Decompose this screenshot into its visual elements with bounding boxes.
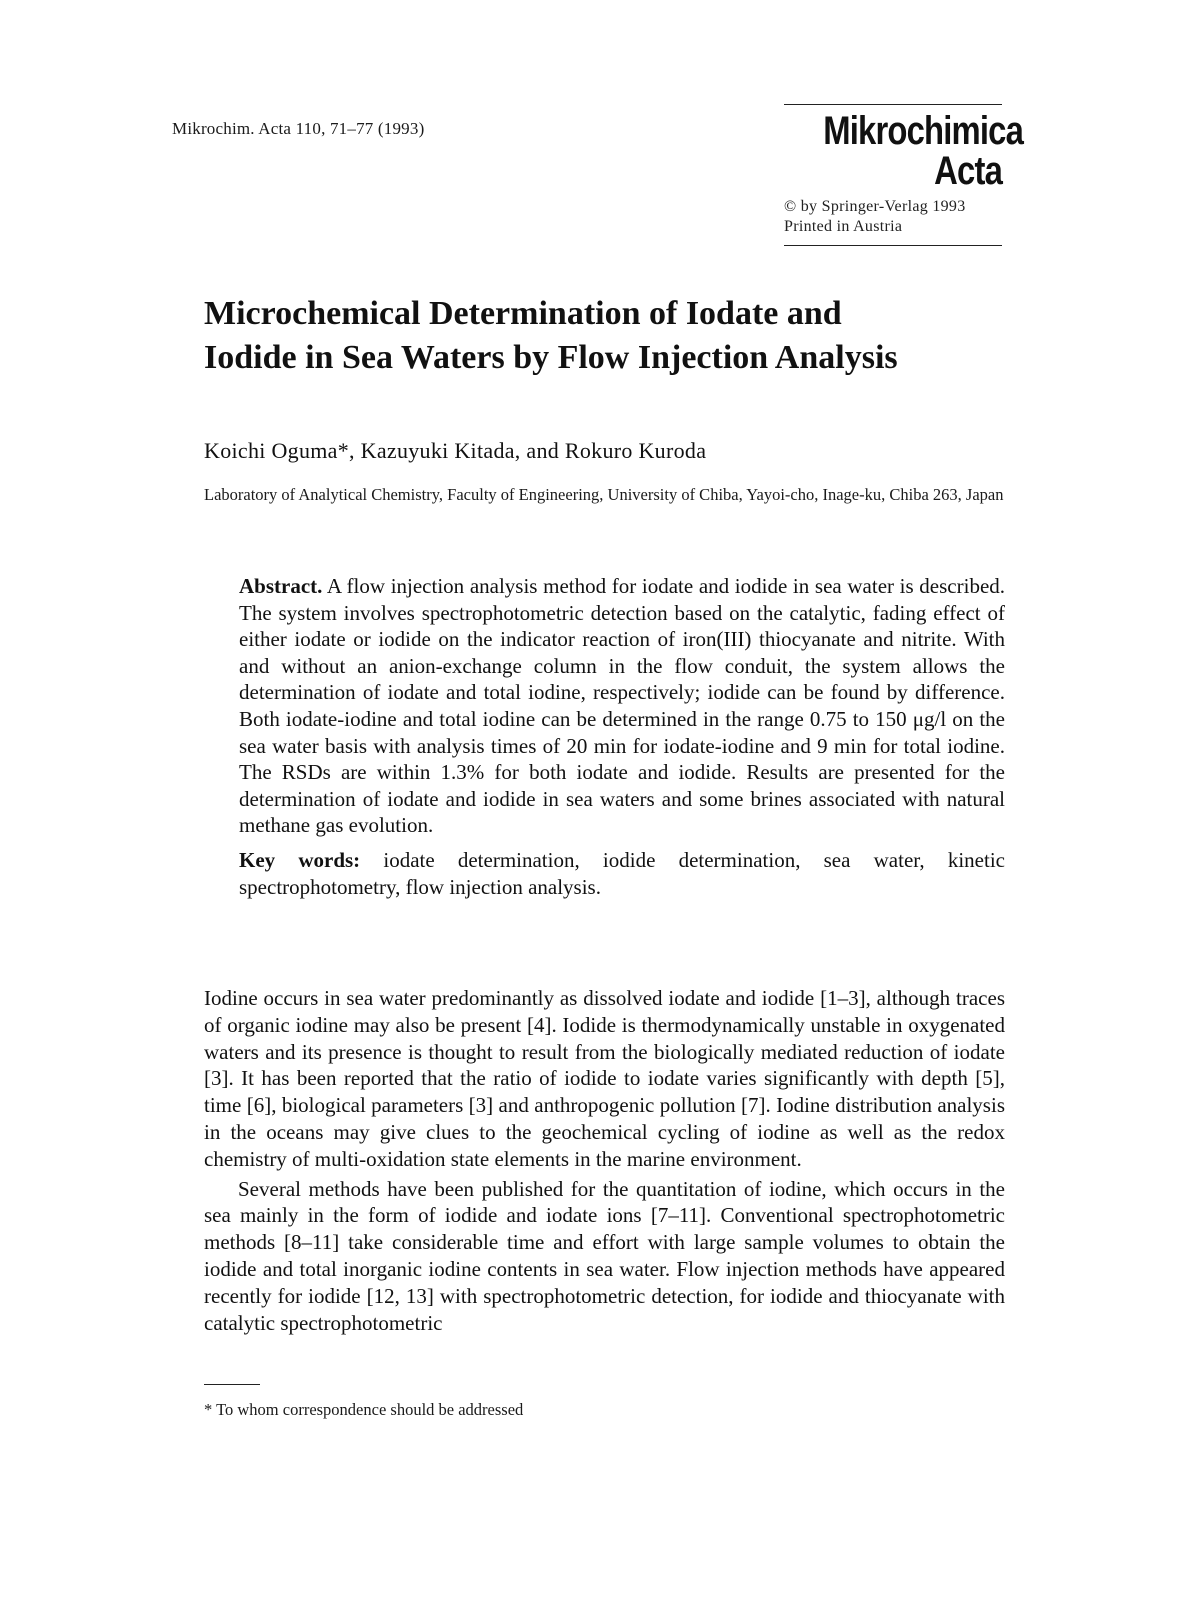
logo-top-rule [784,104,1002,105]
journal-logo-line2: Acta [934,149,1002,193]
keywords-paragraph [239,847,1005,900]
keywords-label: Key words: [239,847,361,872]
body-paragraph-1: Iodine occurs in sea water predominantly as dissolved iodate and iodide [1–3], although traces of organic iodine may also be present [4]. Iodide is thermodynamically unstable in oxygenated waters and its presence is thought to result from the biologically mediated reduction of iodate [3]. It has been reported that the ratio of iodide to iodate varies significantly with depth [5], time [6], biological parameters [3] and anthropogenic pollution [7]. Iodine distribution analysis in the oceans may give clues to the geochemical cycling of iodine as well as the redox chemistry of multi-oxidation state elements in the marine environment. [204,986,1005,1171]
printed-in: Printed in Austria [784,218,903,235]
abstract-label: Abstract. [239,574,323,598]
abstract-section [239,573,1005,900]
authors: Koichi Oguma*, Kazuyuki Kitada, and Rokuro Kuroda [204,438,707,463]
keywords-text: iodate determination, iodide determination, sea water, kinetic spectrophotometry, flow injection analysis. [239,847,1005,899]
logo-bottom-rule [784,245,1002,246]
abstract-text: A flow injection analysis method for iodate and iodide in sea water is described. The system involves spectrophotometric detection based on the catalytic, fading effect of either iodate or iodide on the indicator reaction of iron(III) thiocyanate and nitrite. With and without an anion-exchange column in the flow conduit, the system allows the determination of iodate and total iodine, respectively; iodide can be found by difference. Both iodate-iodine and total iodine can be determined in the range 0.75 to 150 μg/l on the sea water basis with analysis times of 20 min for iodate-iodine and 9 min for total iodine. The RSDs are within 1.3% for both iodate and iodide. Results are presented for the determination of iodate and iodide in sea waters and some brines associated with natural methane gas evolution. [239,574,1006,838]
affiliation: Laboratory of Analytical Chemistry, Faculty of Engineering, University of Chiba, Yayoi-cho, Inage-ku, Chiba 263, Japan [204,485,1004,504]
journal-citation: Mikrochim. Acta 110, 71–77 (1993) [172,119,425,138]
body-paragraph-2: Several methods have been published for the quantitation of iodine, which occurs in the sea mainly in the form of iodide and iodate ions [7–11]. Conventional spectrophotometric methods [8–11] take considerable time and effort with large sample volumes to obtain the iodide and total inorganic iodine contents in sea water. Flow injection methods have appeared recently for iodide [12, 13] with spectrophotometric detection, for iodide and thiocyanate with catalytic spectrophotometric [204,1176,1005,1335]
title-line-1: Microchemical Determination of Iodate and [204,295,842,332]
body-text [204,985,1005,1336]
article-title [204,292,1024,380]
footnote-rule [204,1384,260,1385]
title-line-2: Iodide in Sea Waters by Flow Injection Analysis [204,339,898,376]
footnote: * To whom correspondence should be addressed [204,1400,524,1419]
copyright-notice: © by Springer-Verlag 1993 [784,198,966,215]
abstract-paragraph [239,573,1005,839]
journal-logo-block [784,104,1024,246]
journal-logo-line1: Mikrochimica [823,109,1024,153]
